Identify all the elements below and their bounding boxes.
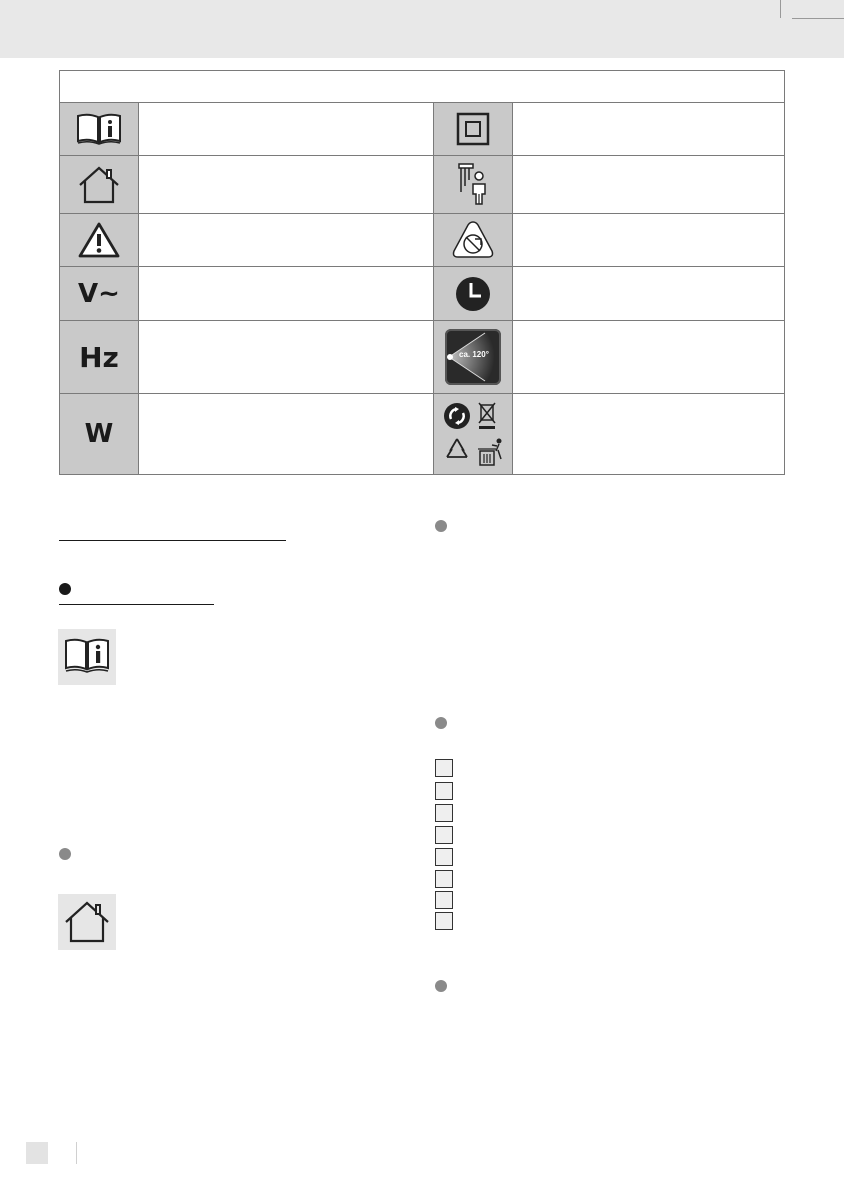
beam-angle-icon [445, 329, 501, 385]
symbol-description [513, 267, 785, 321]
symbol-description [139, 156, 434, 214]
bullet-dot [435, 717, 447, 729]
symbol-description [139, 321, 434, 394]
beam-angle-label: ca. 120° [459, 350, 489, 359]
part-number-box [435, 848, 453, 866]
indoor-use-icon [76, 165, 122, 205]
part-number-box [435, 870, 453, 888]
bullet-dot [435, 520, 447, 532]
footer-separator [76, 1142, 77, 1164]
volt-ac-icon: V~ [78, 278, 120, 309]
symbols-table [59, 70, 785, 475]
symbol-description [513, 321, 785, 394]
recycling-disposal-icon [442, 399, 504, 469]
symbol-description [139, 267, 434, 321]
section-title-underline [59, 540, 286, 541]
crop-mark [780, 0, 781, 18]
part-number-box [435, 891, 453, 909]
crop-mark [792, 18, 844, 19]
indoor-icon-box [58, 894, 116, 950]
indoor-use-icon [62, 898, 112, 944]
hertz-icon: Hz [79, 340, 119, 374]
manual-info-icon [63, 633, 111, 677]
manual-icon-box [58, 629, 116, 685]
subsection-title-underline [59, 604, 214, 605]
symbol-description [139, 214, 434, 267]
bullet-dot [59, 848, 71, 860]
protection-class-ii-icon [456, 112, 490, 146]
part-number-box [435, 912, 453, 930]
bullet-dot [435, 980, 447, 992]
symbol-description [139, 103, 434, 156]
page-header-band [0, 0, 844, 58]
warning-triangle-icon [77, 221, 121, 259]
child-strangulation-warning-icon [456, 162, 490, 208]
part-number-box [435, 782, 453, 800]
part-number-box [435, 804, 453, 822]
symbol-description [513, 394, 785, 475]
no-rotation-symbol-icon [451, 220, 495, 260]
symbol-description [139, 394, 434, 475]
clock-icon [454, 275, 492, 313]
symbols-table-header [60, 71, 785, 103]
symbol-description [513, 156, 785, 214]
symbol-description [513, 103, 785, 156]
symbol-description [513, 214, 785, 267]
manual-info-icon [75, 112, 123, 146]
bullet-dot [59, 583, 71, 595]
part-number-box [435, 759, 453, 777]
watt-icon: W [84, 419, 114, 449]
page-number-tab [26, 1142, 48, 1164]
part-number-box [435, 826, 453, 844]
